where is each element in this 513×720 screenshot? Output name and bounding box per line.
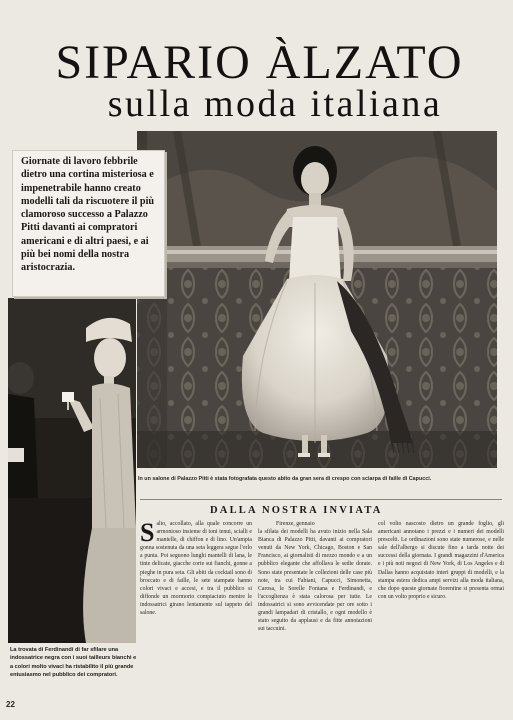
drop-cap: S (140, 520, 155, 547)
left-photo-caption: La trovata di Ferdinandi di far sfilare una indossatrice negra con i suoi tailleurs bianchi e a colori molto vivaci ha ristabilito il più grande entusiasmo nel pubblico dei compratori. (10, 647, 137, 678)
main-photo-caption: In un salone di Palazzo Pitti è stata fotografata questo abito da gran sera di crespo con sciarpa di faille di Capucci. (138, 476, 432, 482)
article-column-1-text: alto, accollato, alla quale concorre un armonioso insieme di toni tenui, scialli e mantelle, di chiffon e di lino. Un'ampia gonna sostenuta da una seta leggera segue l'orlo a punta. Poi seguono lunghi mantelli di lana, le tinte delicate, giacche corte sui fianchi, gonne a pieghe in pura seta. Gli abiti da cocktail sono di broccato e di faille, le sete stampate hanno colori vivaci e accesi, e tra il pubblico si diffonde un mormorio compiaciuto mentre le indossatrici girano lentamente sul tappeto del salone. (140, 521, 252, 617)
left-photo-model (8, 298, 136, 643)
page-number: 22 (6, 700, 15, 709)
main-photo-evening-gown (137, 131, 497, 468)
intro-text: Giornate di lavoro febbrile dietro una cortina misteriosa e impenetrabile hanno creato modelli tali da riscuotere il più clamoroso successo a Palazzo Pitti davanti ai compratori americani e di altri paesi, e ai più bei nomi della nostra aristocrazia. (21, 156, 155, 274)
intro-box (12, 150, 165, 297)
byline-rule (140, 499, 502, 500)
article-column-3 (378, 520, 504, 715)
article-column-2 (258, 520, 372, 715)
dateline: Firenze, gennaio (276, 521, 315, 527)
article-column-1 (140, 520, 252, 715)
headline-line-2: sulla moda italiana (107, 83, 443, 125)
headline-line-1: SIPARIO ÀLZATO (55, 36, 464, 89)
byline: DALLA NOSTRA INVIATA (210, 505, 383, 516)
article-column-2-text: la sfilata dei modelli ha avuto inizio nella Sala Bianca di Palazzo Pitti, davanti ai compratori venuti da New York, Chicago, Boston e San Francisco, ai giornalisti di mezzo mondo e a un pubblico elegante che affollava le sedie dorate. Sono state presentate le collezioni delle case più note, tra cui Fabiani, Capucci, Simonetta, Carosa, le Sorelle Fontana e Ferdinandi, e l'accoglienza è stata calorosa per tutte. Le indossatrici si sono avvicendate per ore sotto i grandi lampadari di cristallo, e ogni modello è stato seguito da applausi e da fitte annotazioni sui taccuini. (258, 529, 372, 633)
article-column-3-text: col volto nascosto dietro un grande foglio, gli americani annotano i prezzi e i numeri dei modelli prescelti. Le ordinazioni sono state numerose, e nelle sale dell'albergo si discute fino a tarda notte dei successi della giornata. I grandi magazzini d'America e i più noti negozi di New York, di Los Angeles e di Dallas hanno acquistato interi gruppi di modelli, e la stampa estera dedica ampi servizi alla moda italiana, che dopo queste giornate fiorentine si presenta ormai con un volto proprio e sicuro. (378, 521, 504, 600)
